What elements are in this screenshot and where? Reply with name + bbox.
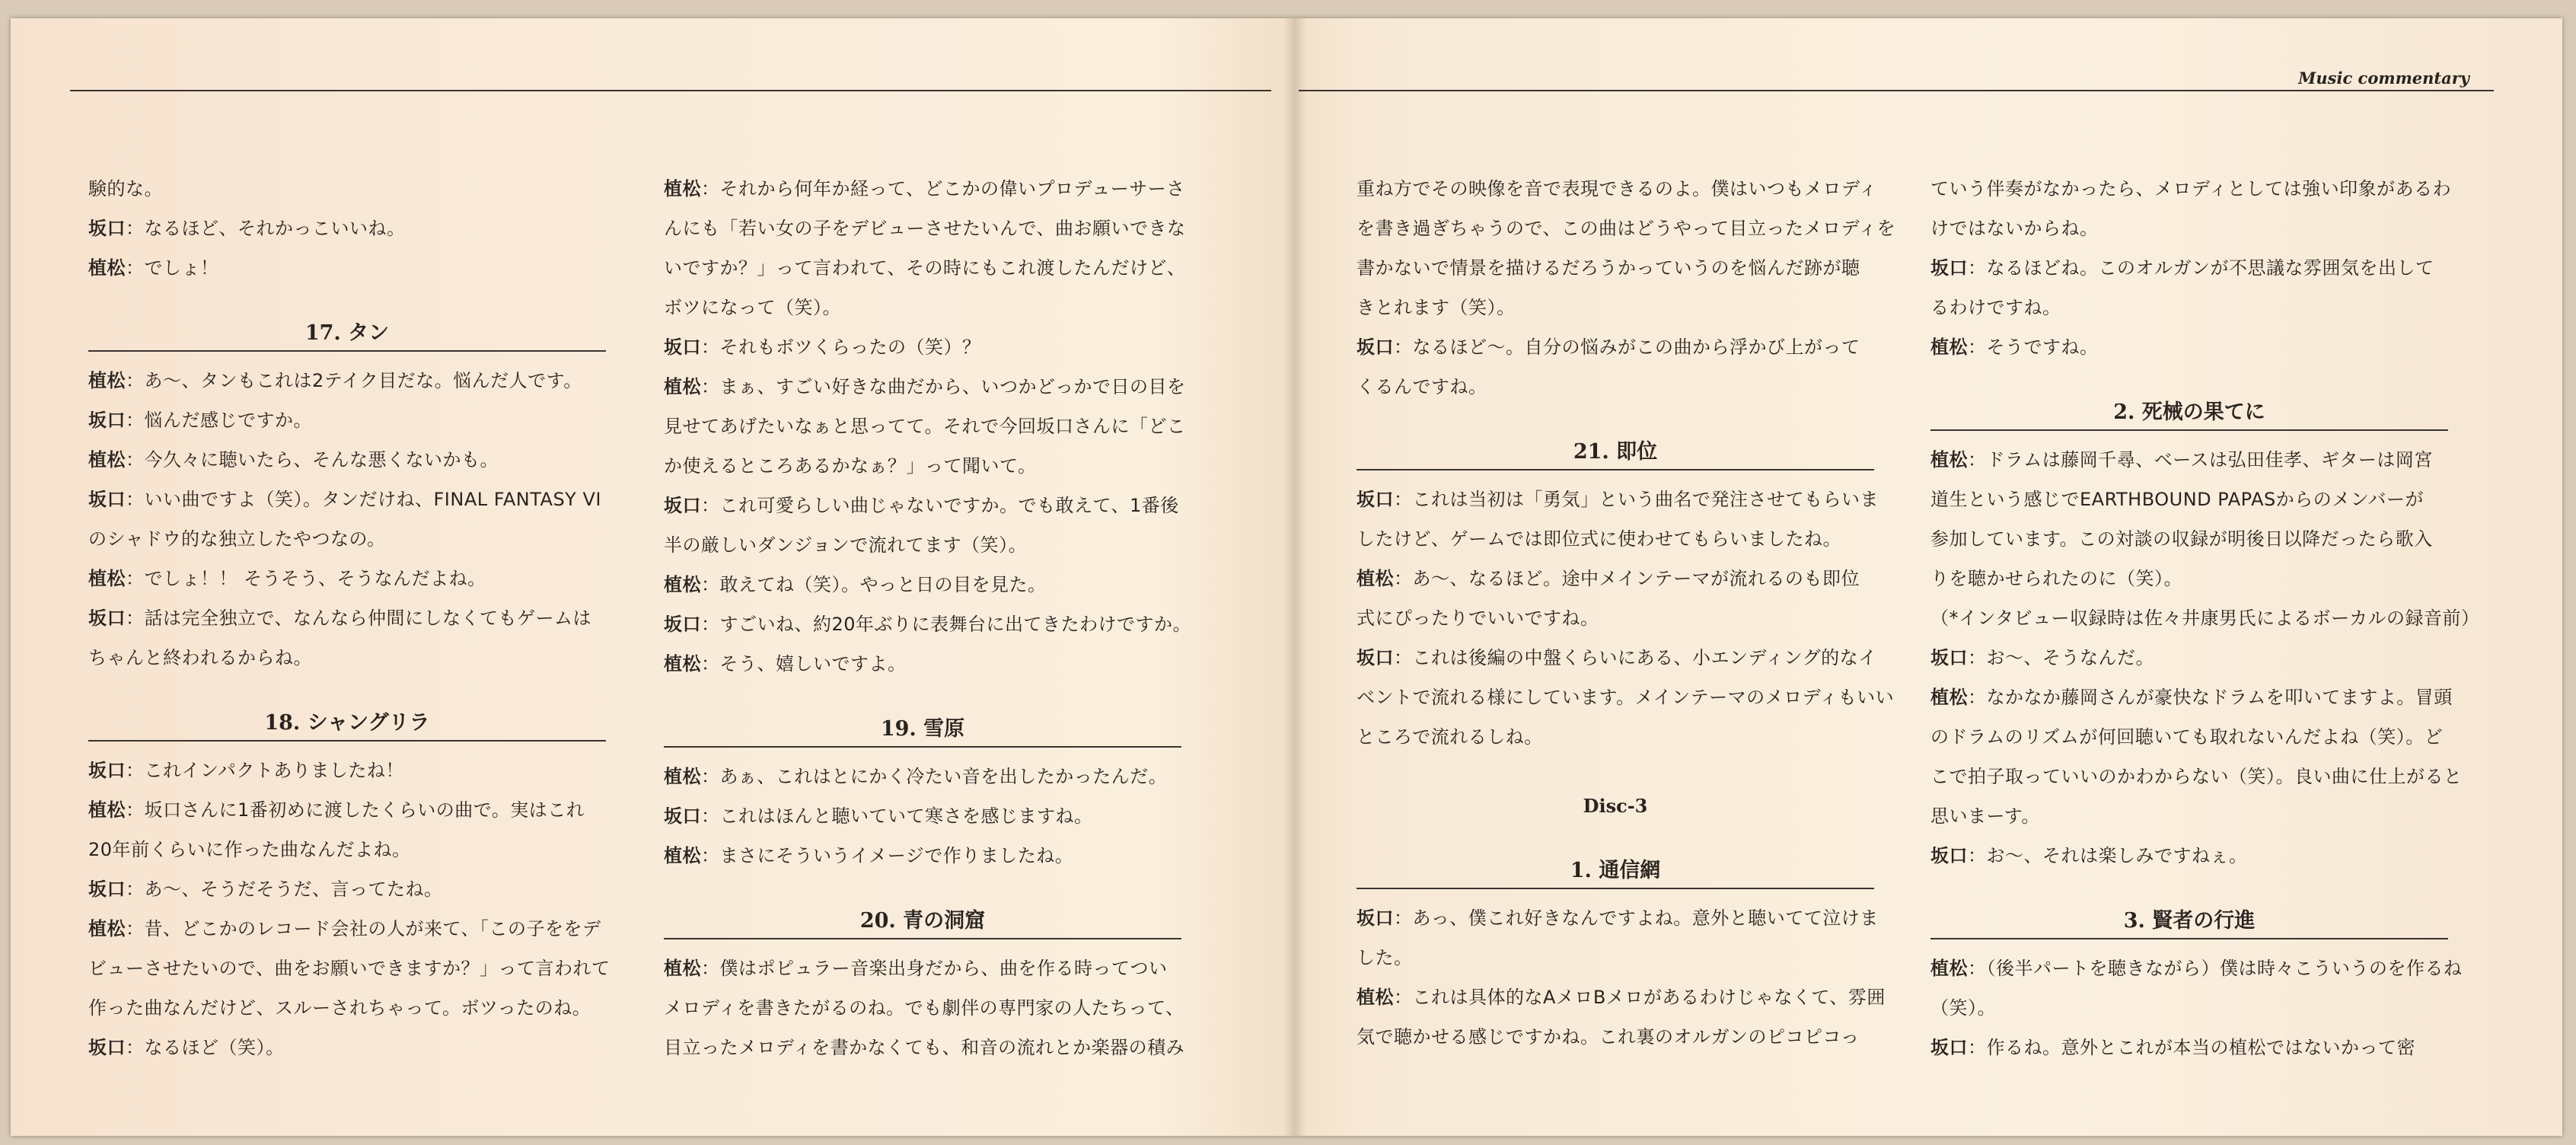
text-line — [88, 598, 606, 638]
text-line — [664, 836, 1181, 875]
line-text: 書かないで情景を描けるだろうかっていうのを悩んだ跡が聴 — [1357, 257, 1860, 279]
heading-rule — [1357, 888, 1874, 889]
text-line — [1930, 796, 2448, 836]
speaker-name: 坂口 — [88, 218, 126, 239]
column-2 — [664, 169, 1192, 1067]
speaker-name: 坂口 — [664, 614, 701, 635]
track-heading — [1357, 845, 1874, 898]
speaker-name: 坂口 — [664, 336, 701, 358]
line-text: ：敢えてね（笑）。やっと日の目を見た。 — [701, 574, 1047, 595]
text-line — [1357, 248, 1874, 288]
line-text: 気で聴かせる感じですかね。これ裏のオルガンのピコピコっ — [1357, 1026, 1860, 1048]
text-line — [1357, 169, 1878, 209]
text-line — [1930, 288, 2448, 327]
text-line — [88, 988, 606, 1028]
speaker-name: 植松 — [1930, 336, 1968, 358]
text-line — [88, 949, 611, 988]
track-title: 1. 通信網 — [1570, 859, 1661, 882]
line-text: ベントで流れる様にしています。メインテーマのメロディもいい — [1357, 687, 1895, 708]
text-line — [1930, 717, 2448, 757]
speaker-name: 坂口 — [88, 608, 126, 629]
track-title: 17. タン — [304, 321, 390, 345]
speaker-name: 坂口 — [1357, 336, 1394, 358]
disc-heading: Disc-3 — [1583, 795, 1648, 817]
speaker-name: 植松 — [664, 958, 701, 979]
line-text: ：それもボツくらったの（笑）？ — [701, 336, 981, 358]
heading-rule — [1357, 469, 1874, 470]
text-line — [664, 525, 1181, 565]
text-line — [1357, 678, 1895, 717]
text-line — [88, 361, 606, 400]
text-line — [88, 480, 606, 519]
text-line — [1357, 898, 1879, 938]
text-line — [1930, 209, 2448, 248]
track-heading — [88, 697, 606, 751]
speaker-name: 坂口 — [1930, 845, 1968, 866]
text-line — [1357, 978, 1886, 1017]
text-line — [664, 209, 1186, 248]
speaker-name: 坂口 — [664, 805, 701, 827]
line-text: ：なるほど、それかっこいいね。 — [126, 218, 406, 239]
line-text: ：そう、嬉しいですよ。 — [701, 653, 907, 675]
text-line — [1930, 1028, 2448, 1067]
speaker-name: 坂口 — [1930, 1037, 1968, 1058]
line-text: （笑）。 — [1930, 997, 1996, 1019]
line-text: ：なかなか藤岡さんが豪快なドラムを叩いてますよ。冒頭 — [1968, 687, 2453, 708]
text-line — [88, 638, 606, 678]
line-text: ：これは後編の中盤くらいにある、小エンディング的なイ — [1394, 647, 1877, 668]
line-text: ：なるほどね。このオルガンが不思議な雰囲気を出して — [1968, 257, 2434, 279]
text-line — [88, 400, 606, 440]
track-title: 20. 青の洞窟 — [859, 909, 986, 933]
line-text: ：悩んだ感じですか。 — [126, 410, 312, 431]
text-line — [1930, 559, 2448, 598]
column-3 — [1357, 169, 1896, 1057]
text-line — [1930, 169, 2452, 209]
line-text: 作った曲なんだけど、スルーされちゃって。ボツったのね。 — [88, 997, 591, 1019]
text-line — [1357, 209, 1896, 248]
track-heading — [88, 308, 606, 361]
line-text: ：これは当初は「勇気」という曲名で発注させてもらいま — [1394, 489, 1879, 510]
track-heading — [1357, 426, 1874, 480]
line-text: ：それから何年か経って、どこかの偉いプロデューサーさ — [701, 178, 1185, 199]
line-text: ：昔、どこかのレコード会社の人が来て、「この子ををデ — [126, 918, 601, 939]
line-text: ：作るね。意外とこれが本当の植松ではないかって密 — [1968, 1037, 2415, 1058]
speaker-name: 坂口 — [1930, 257, 1968, 279]
text-line — [664, 796, 1181, 836]
speaker-name: 坂口 — [88, 1037, 126, 1058]
text-line — [1930, 949, 2463, 988]
line-text: ：これ可愛らしい曲じゃないですか。でも敢えて、1番後 — [701, 495, 1179, 516]
text-line — [1357, 480, 1879, 519]
line-text: ボツになって（笑）。 — [664, 297, 841, 318]
line-text: ：これはほんと聴いていて寒さを感じますね。 — [701, 805, 1093, 827]
speaker-name: 坂口 — [1357, 489, 1394, 510]
line-text: ：お〜、それは楽しみですねぇ。 — [1968, 845, 2248, 866]
text-line — [1357, 938, 1874, 978]
text-line — [88, 248, 606, 288]
line-text: ：そうですね。 — [1968, 336, 2099, 358]
line-text: ：話は完全独立で、なんなら仲間にしなくてもゲームは — [126, 608, 592, 629]
speaker-name: 坂口 — [88, 760, 126, 781]
line-text: ：すごいね、約20年ぶりに表舞台に出てきたわけですか。 — [701, 614, 1192, 635]
text-line — [88, 830, 606, 869]
track-heading — [1930, 895, 2448, 949]
column-1 — [88, 169, 611, 1067]
line-text: ：なるほど〜。自分の悩みがこの曲から浮かび上がって — [1394, 336, 1860, 358]
text-line — [664, 1028, 1185, 1067]
text-line — [1930, 757, 2463, 796]
text-line — [664, 757, 1181, 796]
text-line — [1930, 988, 2448, 1028]
header-rule-right — [1299, 90, 2494, 91]
line-text: きとれます（笑）。 — [1357, 297, 1516, 318]
text-line — [664, 604, 1192, 644]
text-line — [1357, 519, 1874, 559]
running-head: Music commentary — [2298, 69, 2469, 88]
speaker-name: 植松 — [88, 257, 126, 279]
text-line — [664, 367, 1186, 407]
speaker-name: 植松 — [88, 918, 126, 939]
line-text: ：あぁ、これはとにかく冷たい音を出したかったんだ。 — [701, 766, 1168, 787]
text-line — [88, 559, 606, 598]
line-text: のシャドウ的な独立したやつなの。 — [88, 528, 386, 550]
speaker-name: 植松 — [664, 845, 701, 866]
text-line — [1930, 440, 2448, 480]
speaker-name: 植松 — [664, 766, 701, 787]
text-line — [1930, 327, 2448, 367]
line-text: くるんですね。 — [1357, 376, 1487, 397]
track-heading — [664, 703, 1181, 757]
line-text: のドラムのリズムが何回聴いても取れないんだよね（笑）。ど — [1930, 726, 2444, 748]
text-line — [88, 909, 606, 949]
speaker-name: 植松 — [88, 370, 126, 391]
line-text: こで拍子取っていいのかわからない（笑）。良い曲に仕上がると — [1930, 766, 2463, 787]
page-gutter — [1283, 18, 1306, 1136]
line-text: ちゃんと終われるからね。 — [88, 647, 312, 668]
speaker-name: 植松 — [1357, 568, 1394, 589]
line-text: 験的な。 — [88, 178, 163, 199]
line-text: 重ね方でその映像を音で表現できるのよ。僕はいつもメロディ — [1357, 178, 1878, 199]
line-text: いですか？」って言われて、その時にもこれ渡したんだけど、 — [664, 257, 1186, 279]
line-text: 見せてあげたいなぁと思ってて。それで今回坂口さんに「どこ — [664, 416, 1186, 437]
text-line — [664, 988, 1184, 1028]
line-text: を書き過ぎちゃうので、この曲はどうやって目立ったメロディを — [1357, 218, 1896, 239]
text-line — [1357, 717, 1874, 757]
line-text: ：これインパクトありましたね！ — [126, 760, 404, 781]
line-text: か使えるところあるかなぁ？」って聞いて。 — [664, 455, 1037, 477]
text-line — [1930, 480, 2448, 519]
line-text: 目立ったメロディを書かなくても、和音の流れとか楽器の積み — [664, 1037, 1185, 1058]
line-text: 半の厳しいダンジョンで流れてます（笑）。 — [664, 534, 1028, 556]
line-text: メロディを書きたがるのね。でも劇伴の専門家の人たちって、 — [664, 997, 1184, 1019]
line-text: ：でしょ！！ そうそう、そうなんだよね。 — [126, 568, 486, 589]
line-text: した。 — [1357, 947, 1413, 968]
line-text: りを聴かせられたのに（笑）。 — [1930, 568, 2182, 589]
line-text: ：ドラムは藤岡千尋、ベースは弘田佳孝、ギターは岡宮 — [1968, 449, 2433, 470]
text-line — [664, 644, 1181, 684]
text-line — [664, 407, 1186, 446]
speaker-name: 坂口 — [1357, 647, 1394, 668]
line-text: 20年前くらいに作った曲なんだよね。 — [88, 839, 411, 860]
text-line — [88, 209, 606, 248]
speaker-name: 植松 — [88, 799, 126, 821]
line-text: ：なるほど（笑）。 — [126, 1037, 285, 1058]
text-line — [664, 169, 1185, 209]
speaker-name: 坂口 — [88, 489, 126, 510]
heading-rule — [664, 938, 1181, 939]
text-line — [88, 790, 606, 830]
text-line — [88, 169, 606, 209]
speaker-name: 坂口 — [88, 879, 126, 900]
speaker-name: 植松 — [664, 178, 701, 199]
line-text: ビューさせたいので、曲をお願いできますか？」って言われて — [88, 958, 611, 979]
line-text: ：まさにそういうイメージで作りましたね。 — [701, 845, 1074, 866]
text-line — [1930, 598, 2480, 638]
header-rule-left — [70, 90, 1271, 91]
line-text: ：あ〜、なるほど。途中メインテーマが流れるのも即位 — [1394, 568, 1860, 589]
text-line — [1930, 678, 2453, 717]
text-line — [1357, 367, 1874, 407]
track-heading — [1930, 387, 2448, 440]
speaker-name: 植松 — [88, 568, 126, 589]
speaker-name: 植松 — [664, 376, 701, 397]
speaker-name: 坂口 — [1930, 647, 1968, 668]
line-text: ：これは具体的なAメロBメロがあるわけじゃなくて、雰囲 — [1394, 987, 1886, 1008]
text-line — [1930, 248, 2448, 288]
text-line — [1930, 638, 2448, 678]
line-text: ：でしょ！ — [126, 257, 219, 279]
track-title: 18. シャングリラ — [264, 711, 430, 735]
text-line — [88, 1028, 606, 1067]
text-line — [88, 869, 606, 909]
line-text: ：お〜、そうなんだ。 — [1968, 647, 2154, 668]
speaker-name: 植松 — [1930, 449, 1968, 470]
text-line — [1357, 559, 1874, 598]
text-line — [1357, 638, 1877, 678]
heading-rule — [88, 740, 606, 742]
text-line — [664, 565, 1181, 604]
speaker-name: 植松 — [88, 449, 126, 470]
text-line — [664, 248, 1186, 288]
line-text: ：まぁ、すごい好きな曲だから、いつかどっかで日の目を — [701, 376, 1186, 397]
text-line — [664, 327, 1181, 367]
line-text: るわけですね。 — [1930, 297, 2061, 318]
line-text: 道生という感じでEARTHBOUND PAPASからのメンバーが — [1930, 489, 2425, 510]
line-text: したけど、ゲームでは即位式に使わせてもらいましたね。 — [1357, 528, 1841, 550]
text-line — [88, 440, 606, 480]
line-text: ：今久々に聴いたら、そんな悪くないかも。 — [126, 449, 499, 470]
speaker-name: 植松 — [664, 574, 701, 595]
line-text: ：あ〜、タンもこれは2テイク目だな。悩んだ人です。 — [126, 370, 582, 391]
line-text: けではないからね。 — [1930, 218, 2099, 239]
text-line — [1357, 598, 1874, 638]
line-text: ：坂口さんに1番初めに渡したくらいの曲で。実はこれ — [126, 799, 585, 821]
heading-rule — [1930, 938, 2448, 939]
text-line — [664, 486, 1181, 525]
line-text: ：僕はポピュラー音楽出身だから、曲を作る時ってつい — [701, 958, 1168, 979]
speaker-name: 植松 — [1357, 987, 1394, 1008]
text-line — [1357, 288, 1874, 327]
text-line — [1930, 836, 2448, 875]
line-text: 思いまーす。 — [1930, 805, 2040, 827]
text-line — [1357, 1017, 1874, 1057]
track-heading — [664, 895, 1181, 949]
line-text: ていう伴奏がなかったら、メロディとしては強い印象があるわ — [1930, 178, 2452, 199]
text-line — [88, 519, 606, 559]
text-line — [1930, 519, 2448, 559]
text-line — [664, 949, 1181, 988]
line-text: 式にぴったりでいいですね。 — [1357, 608, 1599, 629]
track-title: 19. 雪原 — [880, 717, 965, 741]
line-text: （*インタビュー収録時は佐々井康男氏によるボーカルの録音前） — [1930, 608, 2480, 629]
heading-rule — [1930, 429, 2448, 431]
track-title: 3. 賢者の行進 — [2123, 909, 2256, 933]
line-text: ところで流れるしね。 — [1357, 726, 1543, 748]
track-title: 21. 即位 — [1573, 440, 1658, 464]
column-4 — [1930, 169, 2480, 1067]
speaker-name: 植松 — [1930, 958, 1968, 979]
line-text: 参加しています。この対談の収録が明後日以降だったら歌入 — [1930, 528, 2433, 550]
speaker-name: 植松 — [664, 653, 701, 675]
line-text: ：あ〜、そうだそうだ、言ってたね。 — [126, 879, 443, 900]
line-text: ：いい曲ですよ（笑）。タンだけね、FINAL FANTASY VI — [126, 489, 601, 510]
speaker-name: 坂口 — [88, 410, 126, 431]
text-line — [1357, 327, 1874, 367]
heading-rule — [88, 350, 606, 352]
text-line — [664, 446, 1181, 486]
text-line — [664, 288, 1181, 327]
track-title: 2. 死械の果てに — [2113, 400, 2265, 424]
speaker-name: 植松 — [1930, 687, 1968, 708]
heading-rule — [664, 746, 1181, 748]
speaker-name: 坂口 — [1357, 907, 1394, 929]
speaker-name: 坂口 — [664, 495, 701, 516]
line-text: ：（後半パートを聴きながら）僕は時々こういうのを作るね — [1968, 958, 2463, 979]
text-line — [88, 751, 606, 790]
line-text: ：あっ、僕これ好きなんですよね。意外と聴いてて泣けま — [1394, 907, 1879, 929]
line-text: んにも「若い女の子をデビューさせたいんで、曲お願いできな — [664, 218, 1186, 239]
